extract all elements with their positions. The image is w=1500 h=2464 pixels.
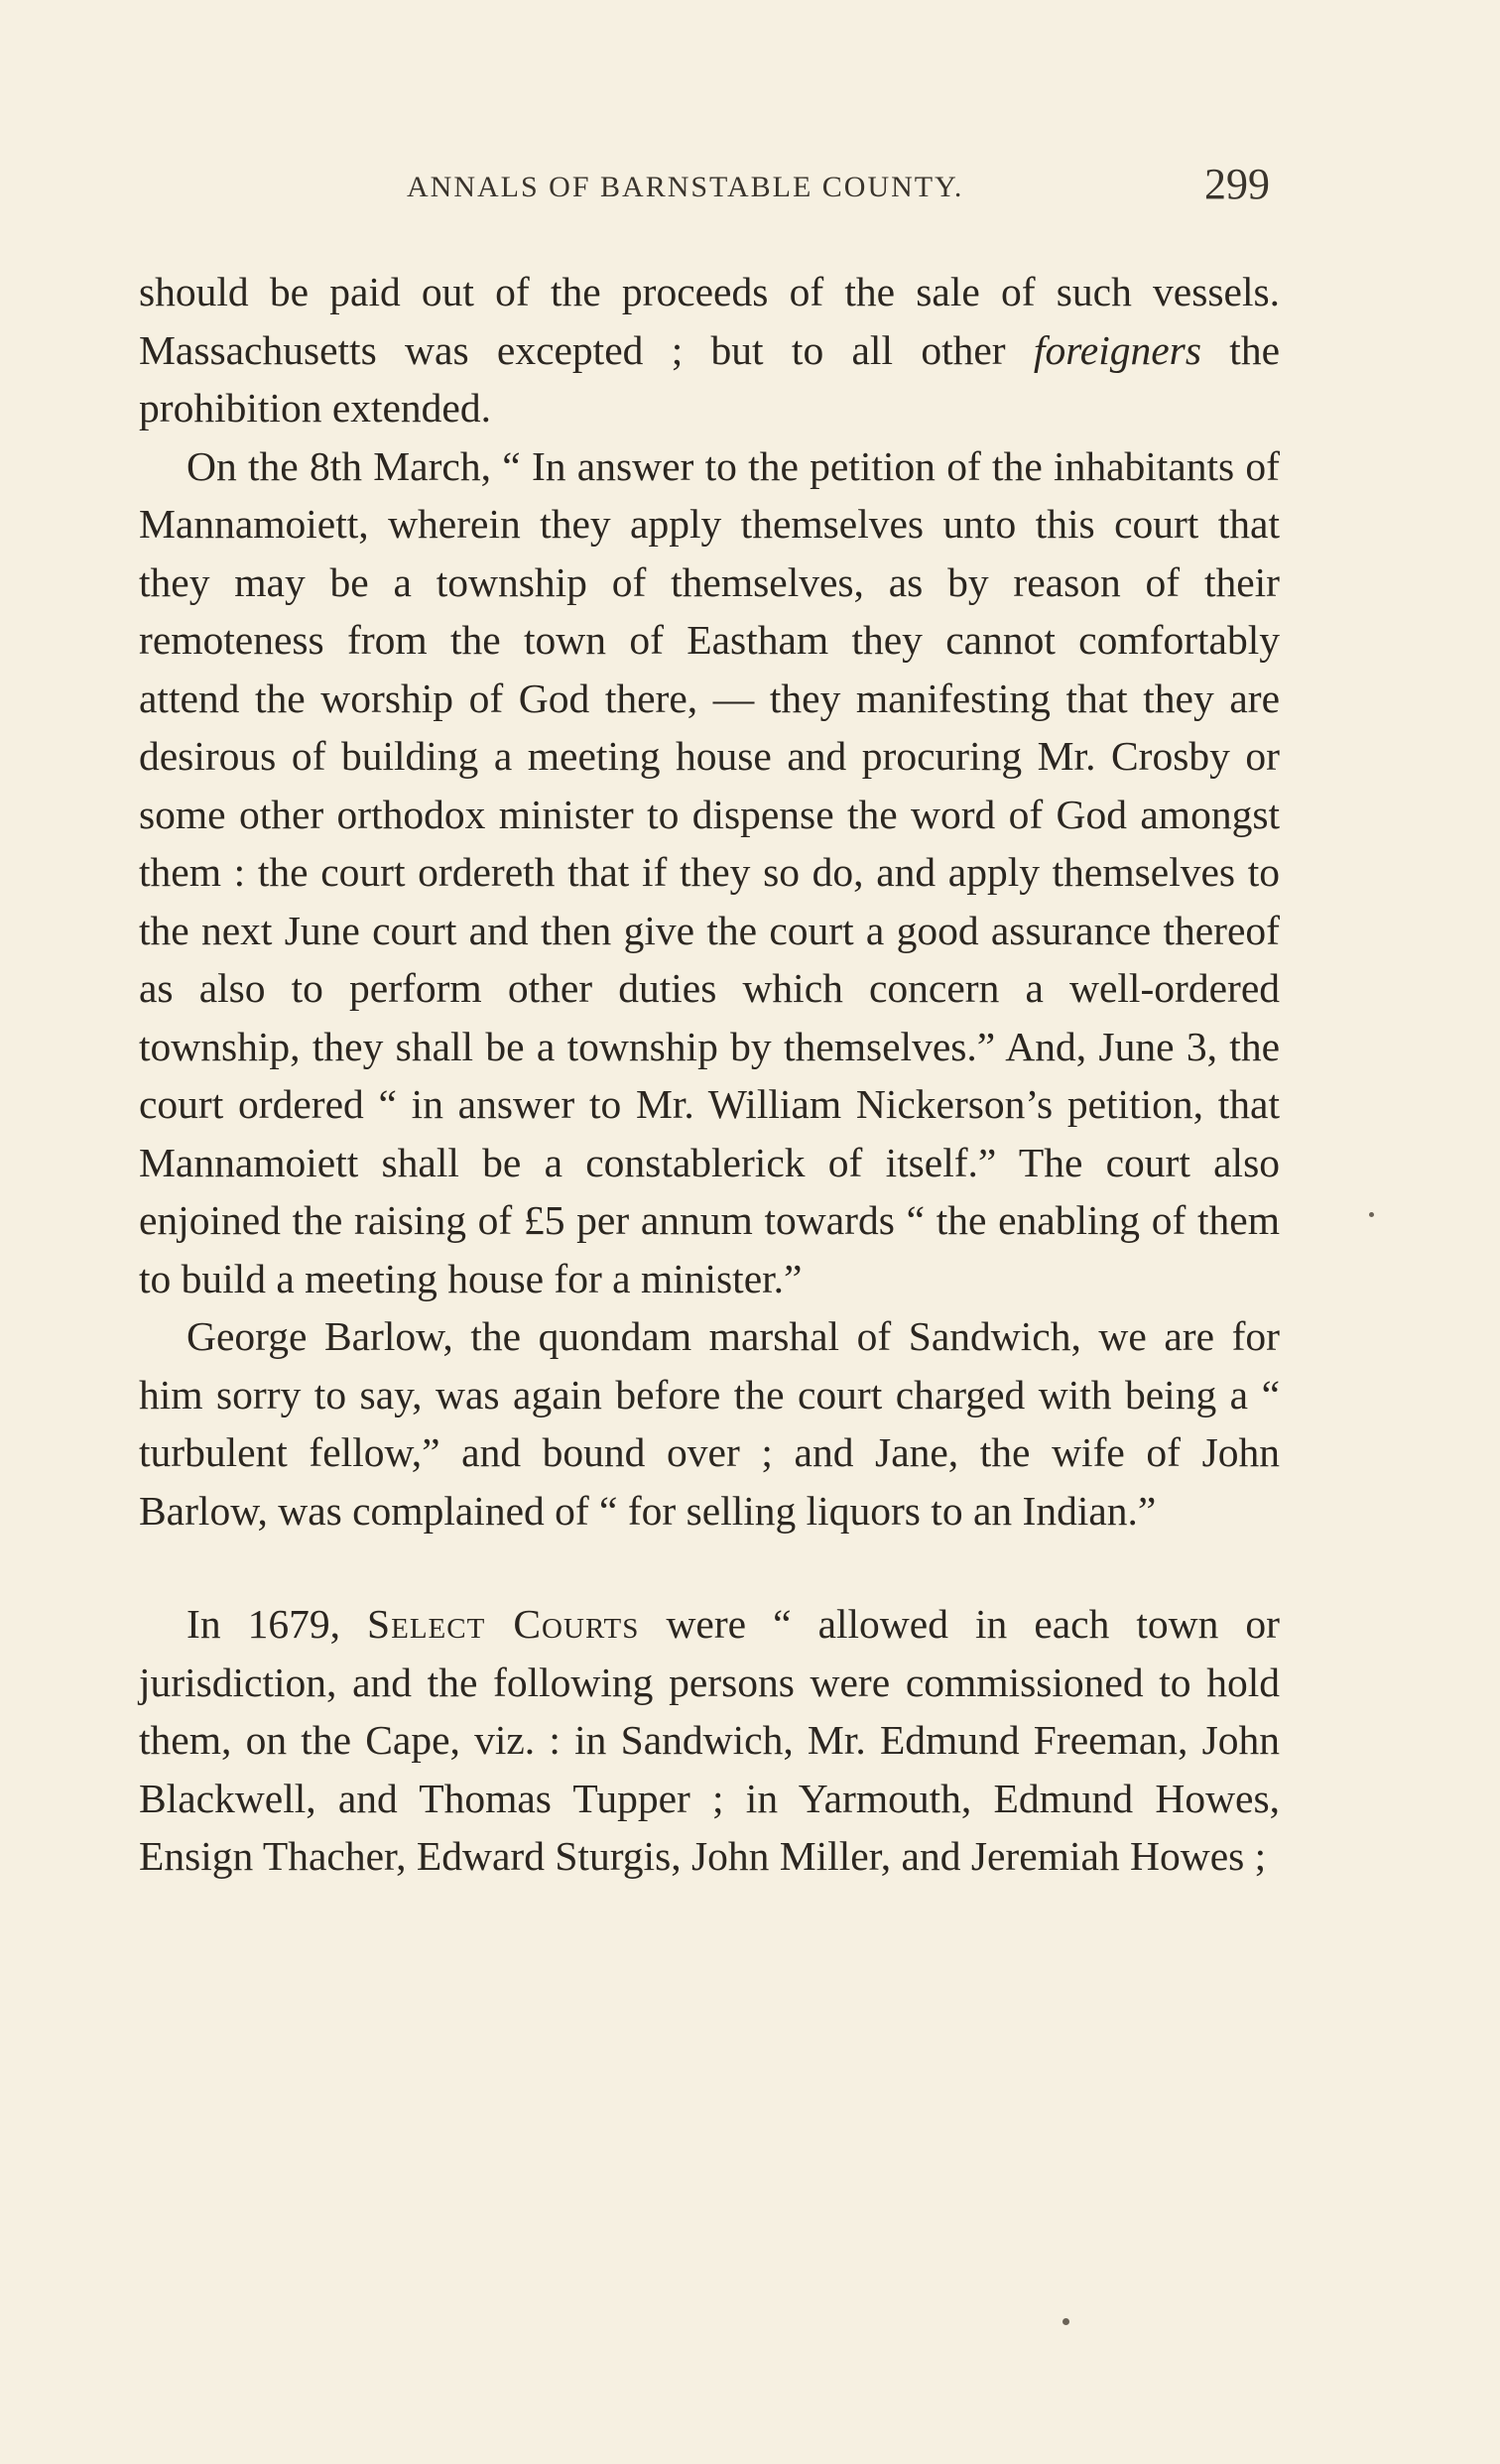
paragraph-4 <box>139 1595 1280 1886</box>
margin-speck-mark <box>1369 1212 1374 1217</box>
paragraph-4-text-b: were “ allowed in each town or jurisdiction, and the following persons were commissioned to hold them, on the Cape, viz. : in Sandwich, Mr. Edmund Freeman, John Blackwell, and Thomas Tupper ; in Yarmouth, Edmund Howes, Ensign Thacher, Edward Sturgis, John Miller, and Jeremiah Howes ; <box>139 1601 1280 1879</box>
body-text <box>139 263 1280 1886</box>
paragraph-3: George Barlow, the quondam marshal of Sandwich, we are for him sorry to say, was again before the court charged with being a “ turbulent fellow,” and bound over ; and Jane, the wife of John Barlow, was complained of “ for selling liquors to an Indian.” <box>139 1313 1280 1534</box>
smallcaps-select-courts: Select Courts <box>367 1601 640 1647</box>
page-header <box>139 159 1280 218</box>
paragraph-2: On the 8th March, “ In answer to the petition of the inhabitants of Mannamoiett, wherein they apply themselves unto this court that they may be a township of themselves, as by reason of their remoteness from the town of Eastham they cannot comfortably attend the worship of God there, — they manifesting that they are desirous of building a meeting house and procuring Mr. Crosby or some other orthodox minister to dispense the word of God amongst them : the court ordereth that if they so do, and apply themselves to the next June court and then give the court a good assurance thereof as also to perform other duties which concern a well-ordered township, they shall be a township by themselves.” And, June 3, the court ordered “ in answer to Mr. William Nickerson’s petition, that Mannamoiett shall be a constablerick of itself.” The court also enjoined the raising of £5 per annum towards “ the enabling of them to build a meeting house for a minister.” <box>139 442 1280 1301</box>
paragraph-1-text-a: should be paid out of the proceeds of the sale of such vessels. Massachusetts was excepted ; but to all other <box>139 269 1280 373</box>
bottom-speck-mark <box>1062 2318 1069 2325</box>
paragraph-1 <box>139 263 1280 437</box>
paragraph-1-text-b: the prohibition extended. <box>139 326 1281 431</box>
section-break <box>139 1540 1280 1595</box>
page-number: 299 <box>1204 160 1270 208</box>
italic-foreigners: foreigners <box>1033 326 1201 373</box>
running-head: ANNALS OF BARNSTABLE COUNTY. <box>407 171 964 203</box>
paragraph-4-text-a: In 1679, <box>187 1601 368 1647</box>
